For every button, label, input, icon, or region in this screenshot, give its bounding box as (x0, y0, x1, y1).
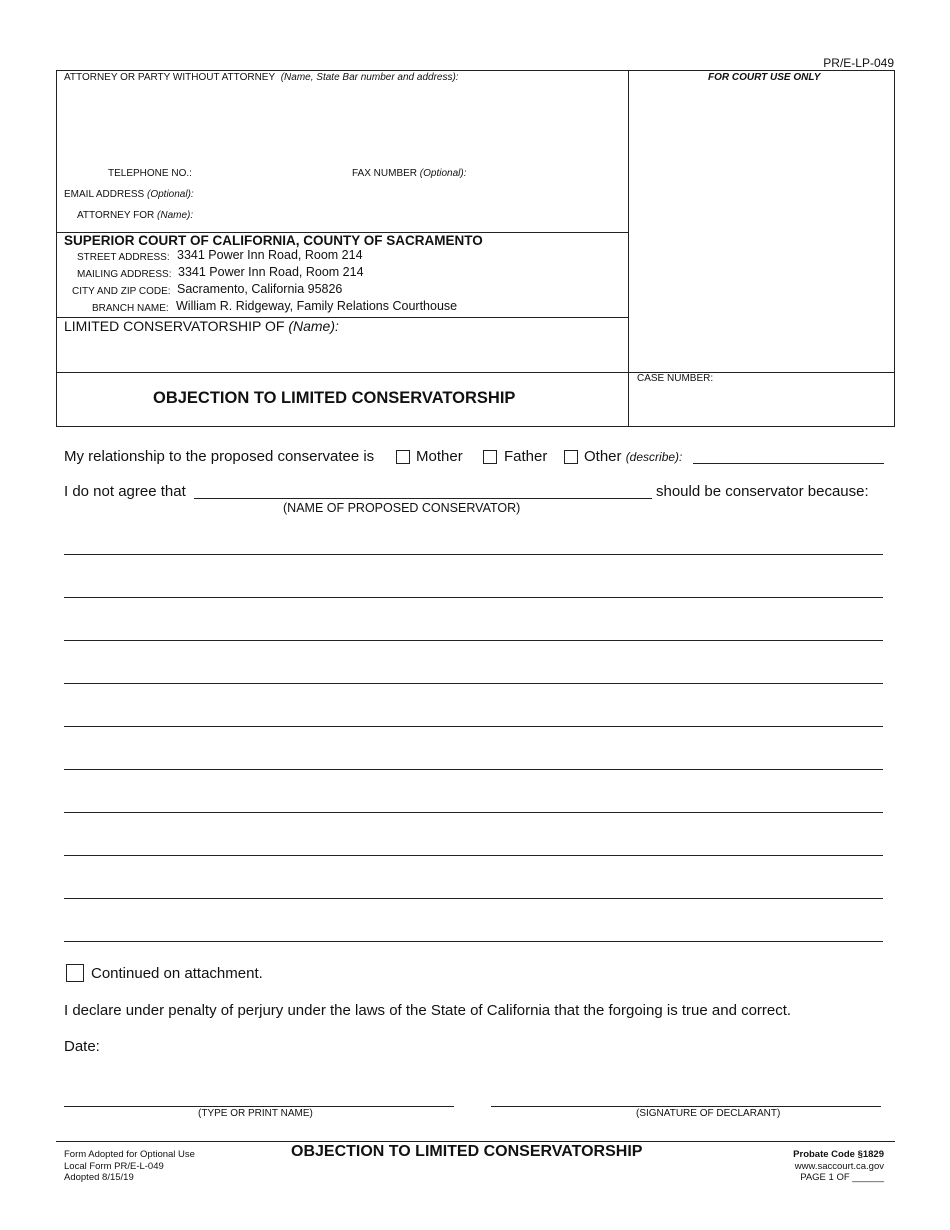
reason-line[interactable] (64, 898, 883, 899)
street-address-value: 3341 Power Inn Road, Room 214 (177, 248, 363, 262)
reason-line[interactable] (64, 640, 883, 641)
telephone-field[interactable] (190, 163, 340, 179)
email-label: EMAIL ADDRESS (Optional): (64, 189, 194, 200)
fax-label: FAX NUMBER (Optional): (352, 168, 467, 179)
continued-attachment-label: Continued on attachment. (91, 965, 263, 982)
mailing-address-label: MAILING ADDRESS: (77, 269, 172, 280)
other-checkbox[interactable] (564, 450, 578, 464)
form-adopted-info: Form Adopted for Optional Use Local Form PR/E-L-049 Adopted 8/15/19 (64, 1149, 195, 1183)
conservatee-name-field[interactable] (64, 338, 622, 368)
court-use-area (634, 84, 890, 368)
proposed-conservator-caption: (NAME OF PROPOSED CONSERVATOR) (283, 501, 521, 515)
court-use-only-label: FOR COURT USE ONLY (708, 72, 821, 83)
reason-line[interactable] (64, 812, 883, 813)
proposed-conservator-field[interactable] (194, 482, 652, 499)
signature-field[interactable] (491, 1090, 881, 1107)
reason-line[interactable] (64, 855, 883, 856)
reason-line[interactable] (64, 554, 883, 555)
other-label: Other (describe): (584, 448, 683, 465)
case-number-label: CASE NUMBER: (637, 373, 714, 384)
telephone-label: TELEPHONE NO.: (108, 168, 192, 179)
court-name: SUPERIOR COURT OF CALIFORNIA, COUNTY OF SACRAMENTO (64, 233, 483, 248)
attorney-for-field[interactable] (190, 205, 620, 221)
disagree-suffix: should be conservator because: (656, 483, 869, 500)
print-name-field[interactable] (64, 1090, 454, 1107)
declaration-text: I declare under penalty of perjury under the laws of the State of California that the forgoing is true and correct. (64, 1002, 792, 1019)
email-field[interactable] (190, 184, 620, 200)
disagree-prefix: I do not agree that (64, 483, 186, 500)
father-checkbox[interactable] (483, 450, 497, 464)
case-number-field[interactable] (637, 390, 887, 420)
conservatorship-of-label: LIMITED CONSERVATORSHIP OF (Name): (64, 318, 339, 334)
relationship-text: My relationship to the proposed conservatee is (64, 448, 375, 465)
continued-attachment-checkbox[interactable] (66, 964, 84, 982)
reason-line[interactable] (64, 941, 883, 942)
father-label: Father (504, 448, 548, 465)
city-zip-value: Sacramento, California 95826 (177, 282, 343, 296)
branch-name-value: William R. Ridgeway, Family Relations Courthouse (176, 299, 458, 313)
reason-line[interactable] (64, 683, 883, 684)
other-describe-field[interactable] (693, 447, 884, 464)
print-name-caption: (TYPE OR PRINT NAME) (198, 1108, 313, 1119)
street-address-label: STREET ADDRESS: (77, 252, 170, 263)
reason-line[interactable] (64, 597, 883, 598)
city-zip-label: CITY AND ZIP CODE: (72, 286, 171, 297)
attorney-name-address-field[interactable] (64, 86, 622, 160)
footer-right-info: Probate Code §1829 www.saccourt.ca.gov PAGE 1 OF ______ (793, 1149, 884, 1183)
reason-line[interactable] (64, 769, 883, 770)
mailing-address-value: 3341 Power Inn Road, Room 214 (178, 265, 364, 279)
form-code: PR/E-LP-049 (823, 56, 894, 70)
branch-name-label: BRANCH NAME: (92, 303, 169, 314)
mother-label: Mother (416, 448, 463, 465)
footer-title: OBJECTION TO LIMITED CONSERVATORSHIP (291, 1143, 643, 1160)
mother-checkbox[interactable] (396, 450, 410, 464)
form-title: OBJECTION TO LIMITED CONSERVATORSHIP (153, 389, 516, 407)
signature-caption: (SIGNATURE OF DECLARANT) (636, 1108, 781, 1119)
reason-line[interactable] (64, 726, 883, 727)
date-label: Date: (64, 1038, 100, 1055)
attorney-for-label: ATTORNEY FOR (Name): (77, 210, 194, 221)
date-field[interactable] (104, 1036, 354, 1056)
attorney-section-label: ATTORNEY OR PARTY WITHOUT ATTORNEY (Name, State Bar number and address): (64, 72, 459, 83)
fax-field[interactable] (462, 163, 622, 179)
